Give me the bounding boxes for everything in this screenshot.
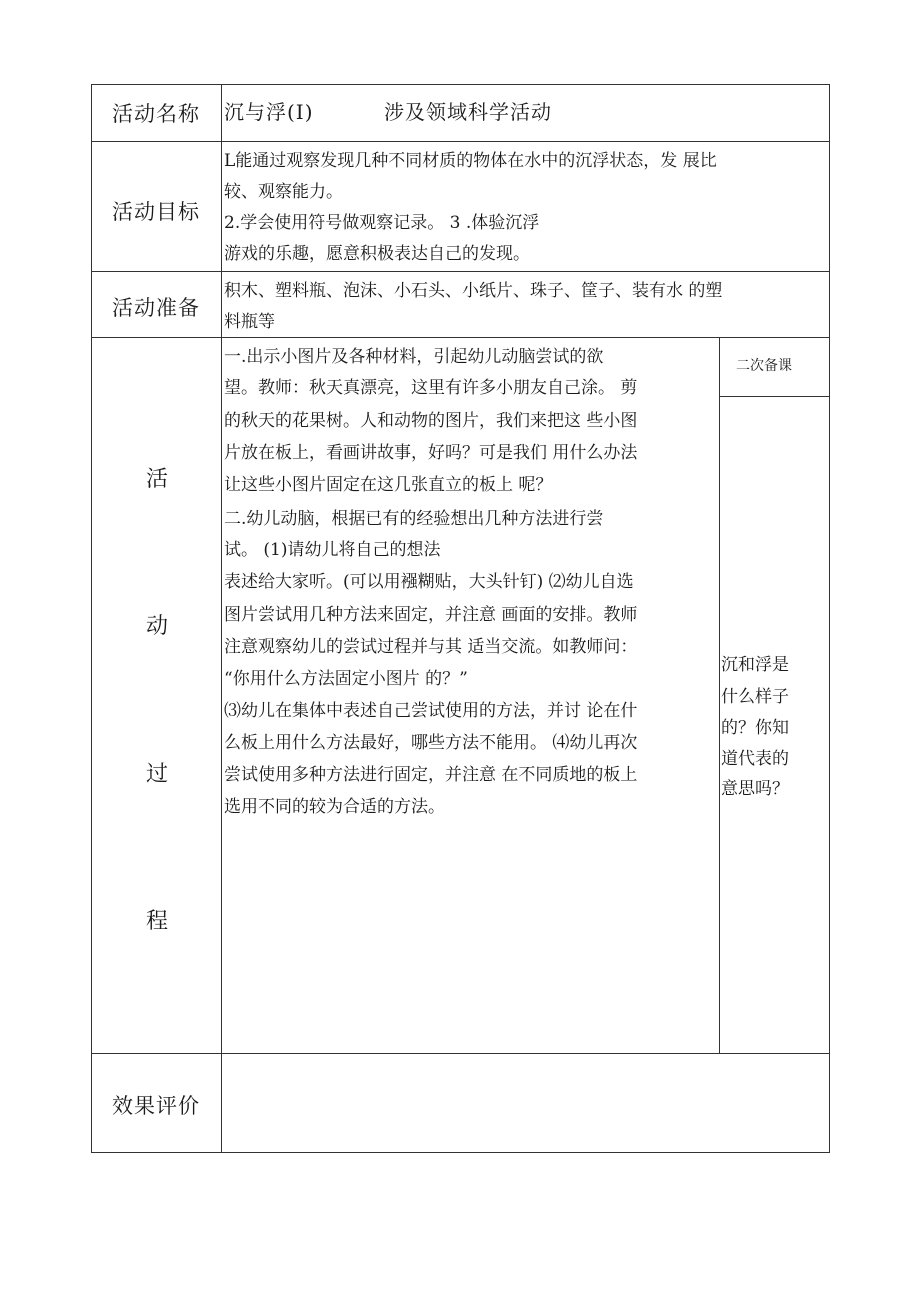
process-line: ⑶幼儿在集体中表述自己尝试使用的方法，并讨 论在什 <box>224 701 638 721</box>
label-column-divider <box>221 84 222 1153</box>
goal-line: 2.学会使用符号做观察记录。 3 .体验沉浮 <box>224 213 540 233</box>
process-line: 选用不同的较为合适的方法。 <box>224 797 445 817</box>
prep-line: 料瓶等 <box>224 312 275 332</box>
side-note-line: 意思吗？ <box>721 779 789 799</box>
process-line: 试。 (1)请幼儿将自己的想法 <box>224 540 441 560</box>
process-line: 尝试使用多种方法进行固定，并注意 在不同质地的板上 <box>224 765 638 785</box>
side-note-line: 什么样子 <box>721 687 789 707</box>
goal-line: L能通过观察发现几种不同材质的物体在水中的沉浮状态，发 展比 <box>224 151 717 171</box>
row-divider <box>91 1053 830 1054</box>
process-label-char: 程 <box>146 909 169 934</box>
process-line: 的秋天的花果树。人和动物的图片，我们来把这 些小图 <box>224 411 638 431</box>
side-header-divider <box>719 396 830 397</box>
activity-prep-label: 活动准备 <box>112 296 200 320</box>
effect-eval-label: 效果评价 <box>112 1094 200 1118</box>
process-line: 片放在板上，看画讲故事，好吗？可是我们 用什么办法 <box>224 443 638 463</box>
process-label-char: 动 <box>146 614 169 639</box>
activity-domain: 涉及领域科学活动 <box>384 100 552 124</box>
process-line: 图片尝试用几种方法来固定，并注意 画面的安排。教师 <box>224 605 638 625</box>
process-line: 二.幼儿动脑，根据已有的经验想出几种方法进行尝 <box>224 509 604 529</box>
process-line: 望。教师：秋天真漂亮，这里有许多小朋友自己涂。 剪 <box>224 378 638 398</box>
process-line: 注意观察幼儿的尝试过程并与其 适当交流。如教师问： <box>224 637 638 657</box>
side-note-line: 沉和浮是 <box>721 655 789 675</box>
side-note-line: 的？你知 <box>721 718 789 738</box>
process-line: 一.出示小图片及各种材料，引起幼儿动脑尝试的欲 <box>224 347 604 367</box>
prep-line: 积木、塑料瓶、泡沫、小石头、小纸片、珠子、筐子、装有水 的塑 <box>224 281 723 301</box>
goal-line: 游戏的乐趣，愿意积极表达自己的发现。 <box>224 244 530 264</box>
side-note-line: 道代表的 <box>721 749 789 769</box>
row-divider <box>91 141 830 142</box>
activity-name-label: 活动名称 <box>112 102 200 126</box>
process-label-char: 活 <box>146 467 169 492</box>
side-column-divider <box>719 337 720 1053</box>
process-line: 么板上用什么方法最好，哪些方法不能用。 ⑷幼儿再次 <box>224 733 638 753</box>
process-line: 让这些小图片固定在这几张直立的板上 呢？ <box>224 475 553 495</box>
process-line: “你用什么方法固定小图片 的？” <box>224 669 468 689</box>
goal-line: 较、观察能力。 <box>224 182 343 202</box>
row-divider <box>91 271 830 272</box>
side-header: 二次备课 <box>736 358 792 374</box>
process-label-char: 过 <box>146 762 169 787</box>
activity-goal-label: 活动目标 <box>112 200 200 224</box>
activity-title: 沉与浮(I) <box>224 100 314 124</box>
process-line: 表述给大家听。(可以用襁糊贴，大头针钉) ⑵幼儿自选 <box>224 572 634 592</box>
